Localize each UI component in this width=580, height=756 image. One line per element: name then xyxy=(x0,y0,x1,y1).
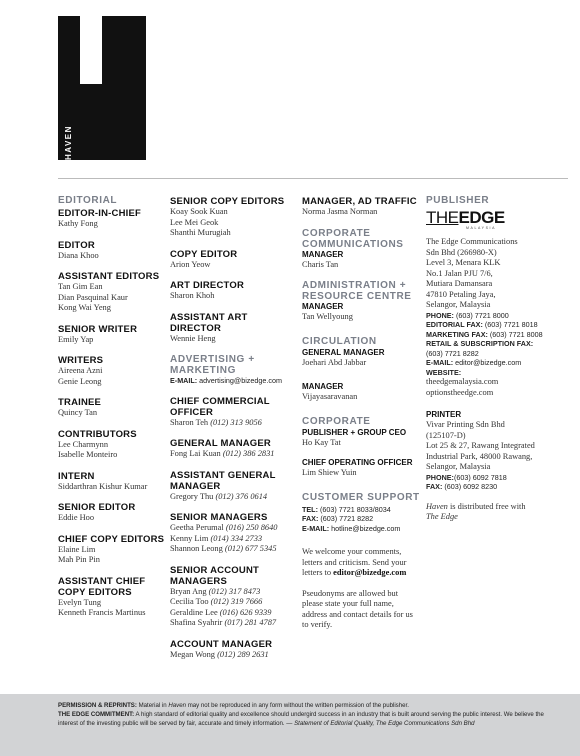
staff-name: Kenny Lim xyxy=(170,533,209,543)
staff-phone: (012) 376 0614 xyxy=(215,491,268,501)
role-title: MANAGER xyxy=(302,249,344,259)
role-title: MANAGER, AD TRAFFIC xyxy=(302,196,417,207)
staff-name: Elaine Lim xyxy=(58,544,96,554)
role-title: CONTRIBUTORS xyxy=(58,428,137,440)
role-title: ACCOUNT MANAGER xyxy=(170,638,273,650)
role-title: SENIOR EDITOR xyxy=(58,502,136,513)
staff-name: Diana Khoo xyxy=(58,250,99,260)
column-publisher xyxy=(426,196,571,523)
staff-phone: (012) 386 2831 xyxy=(222,449,275,458)
role-title: CHIEF COPY EDITORS xyxy=(58,533,165,545)
website-link[interactable]: optionstheedge.com xyxy=(426,387,494,397)
marketing-fax: (603) 7721 8008 xyxy=(489,329,543,339)
staff-name: Koay Sook Kuan xyxy=(170,207,228,216)
haven-logo xyxy=(58,16,146,160)
staff-name: Ho Kay Tat xyxy=(302,437,341,447)
address-line: (125107-D) xyxy=(426,430,466,440)
printer-label: PRINTER xyxy=(426,410,462,419)
role-title: INTERN xyxy=(58,470,95,482)
staff-name: Joehari Abd Jabbar xyxy=(302,357,367,367)
staff-name: Mah Pin Pin xyxy=(58,555,100,564)
staff-name: Lee Mei Geok xyxy=(170,217,219,227)
address-line: Selangor, Malaysia xyxy=(426,300,491,309)
role-title: SENIOR ACCOUNT MANAGERS xyxy=(170,564,260,587)
marketing-fax-label: MARKETING FAX: xyxy=(426,329,488,339)
staff-name: Eddie Hoo xyxy=(58,513,95,522)
column-corporate xyxy=(302,196,420,641)
role-title: EDITOR-IN-CHIEF xyxy=(58,208,142,219)
staff-phone: (012) 317 8473 xyxy=(208,586,261,596)
staff-name: Charis Tan xyxy=(302,259,339,269)
staff-name: Sharon Teh xyxy=(170,417,209,427)
staff-name: Emily Yap xyxy=(58,334,94,344)
printer-phone: (603) 6092 7818 xyxy=(453,472,507,482)
role-title: MANAGER xyxy=(302,382,344,391)
staff-name: Shannon Leong xyxy=(170,544,223,553)
role-title: ASSISTANT CHIEF COPY EDITORS xyxy=(58,575,146,598)
section-title: CORPORATE xyxy=(302,415,371,427)
role-title: ASSISTANT GENERAL MANAGER xyxy=(170,469,276,492)
role-title: ASSISTANT ART DIRECTOR xyxy=(170,311,248,334)
address-line: Lot 25 & 27, Rawang Integrated xyxy=(426,441,535,450)
editor-email: editor@bizedge.com xyxy=(333,568,407,577)
section-title: CORPORATE COMMUNICATIONS xyxy=(302,227,404,250)
column-editorial xyxy=(58,196,166,629)
address-line: Industrial Park, 48000 Rawang, xyxy=(426,451,533,461)
fax-label: FAX: xyxy=(302,514,319,523)
website-link[interactable]: theedgemalaysia.com xyxy=(426,377,499,386)
role-title: GENERAL MANAGER xyxy=(170,438,271,449)
role-title: MANAGER xyxy=(302,302,344,311)
role-title: CHIEF OPERATING OFFICER xyxy=(302,458,413,467)
role-title: WRITERS xyxy=(58,355,104,366)
staff-phone: (017) 281 4787 xyxy=(224,618,277,627)
role-title: GENERAL MANAGER xyxy=(302,347,385,357)
advertising-email: advertising@bizedge.com xyxy=(199,376,282,385)
staff-name: Quincy Tan xyxy=(58,408,98,417)
staff-name: Vijayasaravanan xyxy=(302,392,358,401)
staff-name: Geetha Perumal xyxy=(170,523,224,532)
welcome-text: We welcome your comments, letters and criticism. Send your letters to editor@bizedge.com xyxy=(302,547,407,577)
address-line: No.1 Jalan PJU 7/6, xyxy=(426,268,493,278)
staff-name: Evelyn Tung xyxy=(58,597,102,607)
support-fax: (603) 7721 8282 xyxy=(320,514,374,523)
staff-name: Tan Gim Ean xyxy=(58,282,103,291)
role-title: ART DIRECTOR xyxy=(170,280,245,291)
staff-name: Siddarthran Kishur Kumar xyxy=(58,481,148,491)
publisher-label: PUBLISHER xyxy=(426,195,490,206)
staff-name: Shanthi Murugiah xyxy=(170,228,231,237)
staff-phone: (016) 626 9339 xyxy=(219,607,272,617)
role-title: PUBLISHER + GROUP CEO xyxy=(302,427,407,437)
website-label: WEBSITE: xyxy=(426,367,462,377)
email-label: E-MAIL: xyxy=(302,523,330,533)
address-line: Vivar Printing Sdn Bhd xyxy=(426,420,505,429)
address-line: Mutiara Damansara xyxy=(426,279,493,288)
section-title: CUSTOMER SUPPORT xyxy=(302,491,420,503)
staff-name: Kong Wai Yeng xyxy=(58,303,111,312)
address-line: Level 3, Menara KLK xyxy=(426,258,501,267)
staff-name: Bryan Ang xyxy=(170,586,207,596)
staff-name: Lee Charmynn xyxy=(58,439,109,449)
phone-label: PHONE: xyxy=(426,472,454,482)
publisher-email: editor@bizedge.com xyxy=(455,358,522,367)
staff-name: Aireena Azni xyxy=(58,366,103,375)
staff-name: Isabelle Monteiro xyxy=(58,450,118,459)
role-title: TRAINEE xyxy=(58,397,102,408)
column-copy-art-advertising xyxy=(170,196,298,670)
staff-name: Cecilia Too xyxy=(170,597,209,606)
publisher-phone: (603) 7721 8000 xyxy=(455,310,509,320)
staff-name: Shafina Syahrir xyxy=(170,618,223,627)
staff-name: Lim Shiew Yuin xyxy=(302,468,357,477)
staff-phone: (016) 250 8640 xyxy=(225,523,278,532)
the-edge-logo-country: MALAYSIA xyxy=(466,226,497,230)
printer-fax: (603) 6092 8230 xyxy=(444,482,498,491)
the-edge-logo: THEEDGE xyxy=(426,208,505,227)
staff-phone: (012) 313 9056 xyxy=(210,417,262,427)
address-line: 47810 Petaling Jaya, xyxy=(426,289,496,299)
permission-notice: PERMISSION & REPRINTS: Material in Haven may not be reproduced in any form without the written permission of the publisher. xyxy=(58,702,409,709)
distribution-note: Haven is distributed free with The Edge xyxy=(426,501,526,521)
staff-name: Gregory Thu xyxy=(170,491,214,501)
section-title: ADVERTISING + MARKETING xyxy=(170,354,255,376)
staff-name: Megan Wong xyxy=(170,649,215,659)
phone-label: PHONE: xyxy=(426,310,454,320)
staff-phone: (012) 319 7666 xyxy=(210,597,263,606)
edge-commitment: THE EDGE COMMITMENT: A high standard of editorial quality and excellence should undergird success in an industry that is built around serving the public interest. We believe the interest of the investing public will be served by fair, accurate and timely information. — Statement of Editorial Quality, The Edge Communications Sdn Bhd xyxy=(58,710,544,727)
haven-wordmark: HAVEN xyxy=(64,125,73,160)
support-email: hotline@bizedge.com xyxy=(331,523,401,533)
staff-name: Dian Pasquinal Kaur xyxy=(58,292,128,302)
top-divider xyxy=(58,178,568,179)
staff-name: Kenneth Francis Martinus xyxy=(58,608,146,617)
editorial-fax-label: EDITORIAL FAX: xyxy=(426,320,483,329)
address-line: The Edge Communications xyxy=(426,237,518,246)
role-title: SENIOR MANAGERS xyxy=(170,512,268,523)
role-title: COPY EDITOR xyxy=(170,248,238,260)
role-title: SENIOR COPY EDITORS xyxy=(170,196,285,207)
section-title: CIRCULATION xyxy=(302,335,377,347)
staff-name: Norma Jasma Norman xyxy=(302,207,378,216)
fax-label: FAX: xyxy=(426,482,443,491)
staff-name: Sharon Khoh xyxy=(170,291,215,300)
role-title: ASSISTANT EDITORS xyxy=(58,271,160,282)
address-line: Sdn Bhd (266980-X) xyxy=(426,247,497,257)
staff-phone: (012) 289 2631 xyxy=(217,649,269,659)
tel-label: TEL: xyxy=(302,504,318,514)
staff-name: Kathy Fong xyxy=(58,219,98,228)
staff-name: Tan Wellyoung xyxy=(302,312,353,321)
support-tel: (603) 7721 8033/8034 xyxy=(319,504,391,514)
section-title: EDITORIAL xyxy=(58,195,118,206)
staff-name: Arion Yeow xyxy=(170,259,211,269)
role-title: EDITOR xyxy=(58,239,95,251)
staff-name: Wennie Heng xyxy=(170,333,216,343)
retail-fax: (603) 7721 8282 xyxy=(426,348,479,358)
address-line: Selangor, Malaysia xyxy=(426,462,491,471)
staff-name: Genie Leong xyxy=(58,376,102,386)
staff-name: Geraldine Lee xyxy=(170,607,218,617)
staff-name: Fong Lai Kuan xyxy=(170,449,221,458)
role-title: CHIEF COMMERCIAL OFFICER xyxy=(170,395,270,418)
email-label: E-MAIL: xyxy=(170,376,198,385)
section-title: ADMINISTRATION + RESOURCE CENTRE xyxy=(302,280,412,302)
footer-legal xyxy=(0,694,580,756)
pseudonyms-text: Pseudonyms are allowed but please state your full name, address and contact details for us to verify. xyxy=(302,588,413,629)
editorial-fax: (603) 7721 8018 xyxy=(484,320,538,329)
role-title: SENIOR WRITER xyxy=(58,323,138,335)
email-label: E-MAIL: xyxy=(426,358,454,367)
retail-fax-label: RETAIL & SUBSCRIPTION FAX: xyxy=(426,339,534,348)
staff-phone: (012) 677 5345 xyxy=(224,544,277,553)
staff-phone: (014) 334 2733 xyxy=(210,533,263,543)
